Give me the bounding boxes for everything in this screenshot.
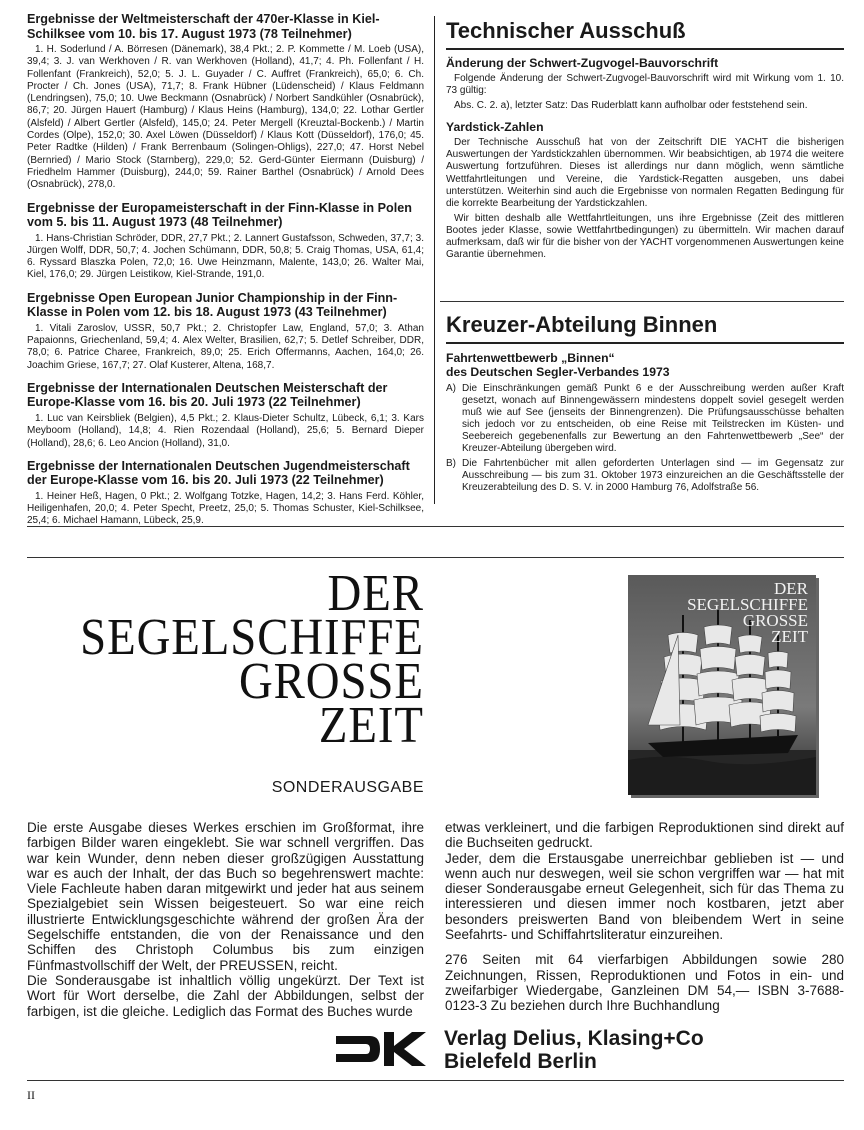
ad-title-line: SEGELSCHIFFE xyxy=(80,609,424,666)
ad-right-text xyxy=(445,820,844,1014)
ad-paragraph: Die Sonderausgabe ist inhaltlich völlig ungekürzt. Der Text ist Wort für Wort derselbe, die Zahl der Abbildungen, selbst der farbigen, ist die gleiche. Lediglich das Format des Buches wurde xyxy=(27,972,424,1019)
section-text: Abs. C. 2. a), letzter Satz: Das Ruderblatt kann aufholbar oder feststehend sein. xyxy=(454,100,808,112)
results-column xyxy=(27,12,424,537)
result-block xyxy=(27,459,424,528)
ad-title-line: GROSSE xyxy=(239,653,424,710)
publisher-block xyxy=(444,1027,804,1073)
publisher-logo xyxy=(336,1030,428,1068)
kreuzer-title: Kreuzer-Abteilung Binnen xyxy=(446,312,718,337)
title-rule xyxy=(446,342,844,344)
list-item xyxy=(446,383,844,456)
list-item xyxy=(446,458,844,494)
ad-title xyxy=(80,565,424,754)
item-marker: B) xyxy=(446,457,456,469)
result-heading: Ergebnisse der Internationalen Deutschen Meisterschaft der Europe-Klasse vom 16. bis 20. Juli 1973 (22 Teilnehmer) xyxy=(27,380,388,410)
footer-rule xyxy=(27,1080,844,1081)
result-heading: Ergebnisse der Internationalen Deutschen Jugendmeisterschaft der Europe-Klasse vom 16. bis 20. Juli 1973 (22 Teilnehmer) xyxy=(27,458,410,488)
ad-paragraph: 276 Seiten mit 64 vierfarbigen Abbildungen sowie 280 Zeichnungen, Rissen, Reproduktionen und Fotos in ein- und zweifarbiger Wiedergabe, Ganzleinen DM 54,— ISBN 3-7688-0123-3 Zu beziehen durch Ihre Buchhandlung xyxy=(445,952,844,1014)
ad-paragraph: etwas verkleinert, und die farbigen Reproduktionen sind direkt auf die Buchseiten gedruckt. xyxy=(445,820,844,851)
book-cover-line: SEGELSCHIFFE xyxy=(687,595,808,614)
result-block xyxy=(27,291,424,372)
item-marker: A) xyxy=(446,383,456,394)
section-heading: Änderung der Schwert-Zugvogel-Bauvorschrift xyxy=(446,56,719,70)
publisher-city: Bielefeld Berlin xyxy=(444,1050,597,1073)
result-text: 1. Hans-Christian Schröder, DDR, 27,7 Pkt.; 2. Lannert Gustafsson, Schweden, 37,7; 3. Jürgen Wolff, DDR, 50,7; 4. Jochen Schümann, DDR, 50,8; 5. Craig Thomas, USA, 61,4; 6. Ryssard Blaszka Polen, 72,0; 16. Uwe Heinzmann, Malente, 143,0; 26. Walter Mai, Kiel, 176,0; 29. Jürgen Leistikow, Kiel-Strande, 191,0. xyxy=(27,232,424,281)
result-text: 1. Heiner Heß, Hagen, 0 Pkt.; 2. Wolfgang Totzke, Hagen, 14,2; 3. Hans Ferd. Köhler, Heiligenhafen, 20,0; 4. Peter Specht, Preetz, 25,0; 5. Thomas Schuster, Kiel-Schilksee, 25,4; 6. Michael Hamann, Lübeck, 25,9. xyxy=(27,490,424,527)
book-cover-line: GROSSE xyxy=(742,611,808,630)
technical-section xyxy=(446,18,844,261)
result-heading: Ergebnisse der Weltmeisterschaft der 470er-Klasse in Kiel-Schilksee vom 10. bis 17. August 1973 (78 Teilnehmer) xyxy=(27,12,380,41)
result-heading: Ergebnisse der Europameisterschaft in der Finn-Klasse in Polen vom 5. bis 11. August 1973 (48 Teilnehmer) xyxy=(27,200,412,230)
ad-title-line: DER xyxy=(327,565,424,622)
section-heading: Yardstick-Zahlen xyxy=(446,120,544,135)
column-divider xyxy=(434,16,435,504)
kreuzer-heading: Fahrtenwettbewerb „Binnen“ xyxy=(446,351,615,365)
publisher-name: Verlag Delius, Klasing+Co xyxy=(444,1027,704,1050)
ad-paragraph: Die erste Ausgabe dieses Werkes erschien im Großformat, ihre farbigen Bilder waren eingeklebt. Sie war schnell vergriffen. Das war kein Wunder, denn neben dieser großzügigen Ausstattung war es auch der Inhalt, der das Buch so begehrenswert machte: Viele Fachleute haben daran mitgewirkt und jeder hat aus seinem Spezialgebiet sein Wissen beigesteuert. So war eine reich illustrierte Entwicklungsgeschichte während der großen Ära der Segelschiffe entstanden, die von der Renaissance und den Schiffen des Christoph Columbus bis zum einzigen Fünfmastvollschiff der Welt, der PREUSSEN, reicht. xyxy=(27,820,424,973)
result-heading: Ergebnisse Open European Junior Championship in der Finn-Klasse in Polen vom 12. bis 18. August 1973 (43 Teilnehmer) xyxy=(27,290,398,320)
book-cover-line: ZEIT xyxy=(771,627,808,646)
section-divider xyxy=(440,301,844,302)
technical-title: Technischer Ausschuß xyxy=(446,18,686,43)
ad-paragraph: Jeder, dem die Erstausgabe unerreichbar geblieben ist — und wenn auch nur deswegen, weil sie schon vergriffen war — hat mit dieser Sonderausgabe erneut Gelegenheit, sich für das Thema zu interessieren und diesen immer noch kostbaren, jetzt aber besonders preiswerten Band von bleibendem Wert in seine Seefahrts- und Schiffahrtsliteratur einzureihen. xyxy=(445,850,844,943)
result-text: 1. H. Soderlund / A. Börresen (Dänemark), 38,4 Pkt.; 2. P. Kommette / M. Loeb (USA), 39,4; 3. J. van Werkhoven / R. van Werkhoven (Holland), 41,7; 4. Ph. Follenfant / H. Follenfant (Frankreich), 52,0; 5. J. L. Guyader / C. Auffret (Frankreich), 65,0; 6. Ch. Procter / Ch. Jones (USA), 71,7; 8. Frank Hübner (Lüdenscheid) / Klaus Feldmann (Lendringsen), 75,0; 10. Uwe Beckmann (Osnabrück) / Norbert Sandkühler (Osnabrück), 86,7; 20. Jürgen Hauert (Hamburg) / Klaus Heins (Hamburg), 134,0; 22. Lothar Gertler (Alsfeld) / Albert Gertler (Alsfeld), 145,0; 24. Peter Mergell (Kreuztal-Bockenb.) / Martin Cordes (Olpe), 152,0; 30. Axel Löwen (Düsseldorf) / Klaus Kott (Düsseldorf), 176,0; 45. Peter Radtke (Hilden) / Frank Berrenbaum (Solingen-Ohligs), 227,0; 47. Horst Nebel (Bernried) / Mario Stock (Starnberg), 229,0; 52. Gerd-Günter Eiermann (Duisburg) / Friedhelm Hammer (Duisburg), 244,0; 59. Rainer Barthel (Osnabrück) / Arnold Dees (Osnabrück), 278,0. xyxy=(27,44,424,191)
section-text: Folgende Änderung der Schwert-Zugvogel-Bauvorschrift wird mit Wirkung vom 1. 10. 73 gültig: xyxy=(446,73,844,97)
ad-left-text xyxy=(27,820,424,1019)
item-text: Die Einschränkungen gemäß Punkt 6 e der Ausschreibung werden außer Kraft gesetzt, wonach auf Binnengewässern mindestens doppelt soviel gesegelt werden muß wie auf See (jenseits der Binnengrenzen). Die Prüfungsausschüsse behalten sich jedoch vor zu entscheiden, ob eine Reise mit Teilstrecken im Küsten- und Seebereich gegebenenfalls zur Bewertung an den Fahrtenwettbewerb „See“ der Kreuzer-Abteilung übergeben wird. xyxy=(462,383,844,455)
result-block xyxy=(27,381,424,450)
ad-subtitle: SONDERAUSGABE xyxy=(271,779,424,796)
book-cover-title xyxy=(687,581,808,645)
section-text: Der Technische Ausschuß hat von der Zeitschrift DIE YACHT die bisherigen Auswertungen der Yardstickzahlen übernommen. Wir beabsichtigen, ab 1974 die weitere Auswertung fortzuführen. Dieses ist allerdings nur dann möglich, wenn sämtliche Wettfahrtleitungen und Vereine, die Yardstick-Regatten ausgeben, uns dabei unterstützen. Weiterhin sind auch die Ergebnisse von normalen Regatten Bedingung für die korrekte Bearbeitung der Yardstickzahlen. xyxy=(446,137,844,209)
result-text: 1. Vitali Zaroslov, USSR, 50,7 Pkt.; 2. Christopfer Law, England, 57,0; 3. Athan Papaionns, Griechenland, 59,4; 4. Alex Welter, Brasilien, 62,7; 5. Detlef Schreiber, DDR, 78,0; 6. Patrice Charee, Frankreich, 89,0; 25. Erich Offermanns, Aachen, 164,0; 26. Joachim Griese, 167,7; 27. Olaf Kusterer, Altena, 168,7. xyxy=(27,322,424,371)
ad-top-rule-2 xyxy=(27,557,844,558)
ad-top-rule xyxy=(27,526,844,527)
kreuzer-heading: des Deutschen Segler-Verbandes 1973 xyxy=(446,365,670,379)
book-cover-image xyxy=(628,575,816,795)
kreuzer-section xyxy=(446,312,844,494)
result-block xyxy=(27,12,424,192)
dk-logo-icon xyxy=(336,1030,428,1068)
item-text: Die Fahrtenbücher mit allen geforderten Unterlagen sind — im Gegensatz zur Ausschreibung — bis zum 31. Oktober 1973 einzureichen an die Geschäftsstelle der Kreuzerabteilung des D. S. V. in 2000 Hamburg 76, Adolfstraße 56. xyxy=(462,457,844,493)
page-number: II xyxy=(27,1088,35,1102)
book-cover-line: DER xyxy=(774,579,808,598)
section-text: Wir bitten deshalb alle Wettfahrtleitungen, uns ihre Ergebnisse (Zeit des mittleren Bootes jeder Klasse, sowie Wettfahrtbedingungen) zu übermitteln. Wir machen darauf aufmerksam, daß wir für die bisher von der YACHT vorgenommenen Auswertungen keine Garantie übernehmen. xyxy=(446,212,844,261)
title-rule xyxy=(446,48,844,50)
ad-title-line: ZEIT xyxy=(319,697,424,754)
result-text: 1. Luc van Keirsbliek (Belgien), 4,5 Pkt.; 2. Klaus-Dieter Schultz, Lübeck, 6,1; 3. Kars Meyboom (Holland), 14,8; 4. Rien Rozendaal (Holland), 25,6; 5. Bernard Dieper (Holland), 28,6; 6. Leo Ancion (Holland), 31,0. xyxy=(27,412,424,449)
result-block xyxy=(27,201,424,282)
